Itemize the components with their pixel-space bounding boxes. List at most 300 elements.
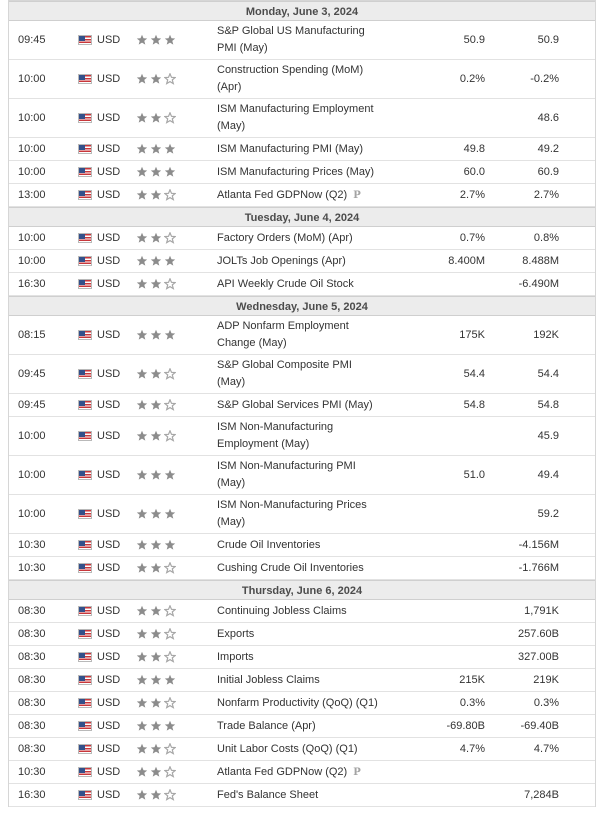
event-title-text [217,497,367,531]
event-time: 10:30 [18,562,46,574]
flag-cell [78,355,92,393]
star-empty-icon [164,766,176,778]
event-currency: USD [97,789,121,801]
event-actual: 8.400M [448,255,485,267]
importance-stars [136,743,176,755]
importance-rating [136,60,188,98]
event-title-text [217,787,318,804]
event-title-text [217,695,378,712]
flag-cell [78,557,92,579]
flag-cell [78,60,92,98]
importance-stars [136,368,176,380]
event-actual [429,600,485,622]
event-title[interactable] [217,316,447,354]
event-actual: 54.8 [463,399,485,411]
star-filled-icon [164,469,176,481]
flag-cell [78,227,92,249]
event-title[interactable] [217,495,447,533]
event-title[interactable] [217,715,447,737]
flag-cell [78,623,92,645]
us-flag-icon [78,629,92,639]
event-title-line: S&P Global Composite PMI [217,359,352,371]
flag-cell [78,495,92,533]
star-filled-icon [136,697,148,709]
event-row[interactable] [9,623,595,646]
event-row[interactable] [9,60,595,99]
flag-canton [79,257,85,262]
event-actual [429,495,485,533]
us-flag-icon [78,35,92,45]
flag-canton [79,234,85,239]
importance-stars [136,143,176,155]
event-title-text [217,718,316,735]
event-title[interactable] [217,99,447,137]
us-flag-icon [78,330,92,340]
importance-rating [136,316,188,354]
event-title-text [217,458,356,492]
event-title[interactable] [217,21,447,59]
event-currency: USD [97,605,121,617]
event-row[interactable] [9,456,595,495]
importance-rating [136,761,188,783]
event-forecast: 219K [533,674,559,686]
importance-rating [136,99,188,137]
event-title-text [217,23,365,57]
event-row[interactable] [9,669,595,692]
event-title-line: S&P Global US Manufacturing [217,25,365,37]
flag-canton [79,168,85,173]
event-title[interactable] [217,227,447,249]
star-filled-icon [150,605,162,617]
importance-rating [136,623,188,645]
event-actual [429,761,485,783]
flag-cell [78,21,92,59]
star-filled-icon [164,329,176,341]
event-title-line: Unit Labor Costs (QoQ) (Q1) [217,742,358,755]
flag-canton [79,471,85,476]
event-title-line: Trade Balance (Apr) [217,719,316,732]
event-title-line: ADP Nonfarm Employment [217,320,349,332]
star-filled-icon [136,766,148,778]
event-title-line: ISM Manufacturing PMI (May) [217,142,364,155]
star-filled-icon [136,430,148,442]
star-filled-icon [150,720,162,732]
event-currency: USD [97,651,121,663]
us-flag-icon [78,540,92,550]
event-row[interactable] [9,417,595,456]
event-actual: 215K [459,674,485,686]
star-filled-icon [136,651,148,663]
event-title-text [217,741,358,758]
star-empty-icon [164,278,176,290]
event-actual: -69.80B [446,720,485,732]
event-row[interactable] [9,273,595,296]
event-title[interactable] [217,646,447,668]
us-flag-icon [78,400,92,410]
importance-rating [136,184,188,206]
event-time: 08:30 [18,674,46,686]
flag-cell [78,456,92,494]
flag-canton [79,653,85,658]
event-title[interactable] [217,184,447,206]
star-filled-icon [150,508,162,520]
event-forecast: 49.2 [537,143,559,155]
star-filled-icon [136,189,148,201]
event-time: 13:00 [18,189,46,201]
star-empty-icon [164,651,176,663]
importance-stars [136,112,176,124]
star-empty-icon [164,73,176,85]
event-forecast: -6.490M [518,278,559,290]
event-currency: USD [97,628,121,640]
event-title-text [217,603,347,620]
event-forecast [499,761,559,783]
star-filled-icon [150,766,162,778]
event-time: 10:00 [18,232,46,244]
event-title[interactable] [217,600,447,622]
event-actual [429,534,485,556]
event-row[interactable] [9,761,595,784]
star-empty-icon [164,399,176,411]
flag-cell [78,534,92,556]
event-title-text [217,672,320,689]
event-currency: USD [97,430,121,442]
event-title-line: Continuing Jobless Claims [217,604,347,617]
importance-rating [136,692,188,714]
event-title-text [217,253,346,270]
event-title-text [217,537,320,554]
flag-canton [79,564,85,569]
us-flag-icon [78,190,92,200]
event-title-line: (May) [217,516,246,528]
us-flag-icon [78,233,92,243]
event-title-line: ISM Non-Manufacturing [217,421,334,433]
flag-cell [78,250,92,272]
star-filled-icon [150,329,162,341]
star-filled-icon [150,674,162,686]
event-row[interactable] [9,21,595,60]
event-time: 10:30 [18,539,46,551]
event-title[interactable] [217,738,447,760]
us-flag-icon [78,721,92,731]
event-title-line: (May) [217,376,246,388]
flag-canton [79,432,85,437]
event-time: 10:00 [18,255,46,267]
star-filled-icon [164,508,176,520]
flag-cell [78,161,92,183]
event-title-text [217,764,361,781]
day-header: Tuesday, June 4, 2024 [9,207,595,227]
event-forecast: 7,284B [524,789,559,801]
us-flag-icon [78,652,92,662]
flag-canton [79,191,85,196]
importance-stars [136,232,176,244]
event-actual [429,623,485,645]
event-title-line: Cushing Crude Oil Inventories [217,561,364,574]
event-time: 10:30 [18,766,46,778]
star-filled-icon [150,743,162,755]
star-filled-icon [164,539,176,551]
event-title-text [217,276,354,293]
event-title-line: Atlanta Fed GDPNow (Q2) P [217,765,361,778]
event-row[interactable] [9,99,595,138]
event-title[interactable] [217,761,447,783]
flag-canton [79,676,85,681]
star-filled-icon [136,469,148,481]
event-actual: 2.7% [459,189,485,201]
event-time: 10:00 [18,112,46,124]
flag-canton [79,699,85,704]
star-filled-icon [150,73,162,85]
us-flag-icon [78,74,92,84]
star-filled-icon [136,232,148,244]
event-time: 09:45 [18,34,46,46]
event-title-text [217,649,254,666]
star-filled-icon [136,73,148,85]
us-flag-icon [78,509,92,519]
event-title-text [217,187,361,204]
event-forecast: 2.7% [533,189,559,201]
event-row[interactable] [9,557,595,580]
flag-cell [78,273,92,295]
event-row[interactable] [9,715,595,738]
event-actual: 0.3% [459,697,485,709]
event-forecast: -4.156M [518,539,559,551]
importance-rating [136,715,188,737]
event-currency: USD [97,73,121,85]
event-title-line: API Weekly Crude Oil Stock [217,277,354,290]
us-flag-icon [78,113,92,123]
event-time: 16:30 [18,789,46,801]
star-filled-icon [136,539,148,551]
event-row[interactable] [9,738,595,761]
event-time: 08:30 [18,697,46,709]
star-filled-icon [136,112,148,124]
event-title-text [217,318,349,352]
event-title-text [217,397,373,414]
event-forecast: 257.60B [518,628,559,640]
event-title[interactable] [217,138,447,160]
flag-cell [78,316,92,354]
event-row[interactable] [9,534,595,557]
event-forecast: 1,791K [524,605,559,617]
event-row[interactable] [9,646,595,669]
star-filled-icon [150,34,162,46]
event-title[interactable] [217,394,447,416]
flag-cell [78,715,92,737]
event-title-line: Initial Jobless Claims [217,673,320,686]
star-empty-icon [164,697,176,709]
event-forecast: 192K [533,329,559,341]
event-actual: 54.4 [463,368,485,380]
event-row[interactable] [9,784,595,807]
event-actual: 50.9 [463,34,485,46]
flag-cell [78,669,92,691]
event-title-line: Fed's Balance Sheet [217,788,319,801]
importance-rating [136,557,188,579]
event-row[interactable] [9,138,595,161]
event-title-text [217,560,364,577]
importance-rating [136,646,188,668]
event-title-line: PMI (May) [217,42,268,54]
star-filled-icon [136,166,148,178]
star-filled-icon [136,255,148,267]
star-empty-icon [164,368,176,380]
star-filled-icon [150,469,162,481]
event-title-text [217,101,374,135]
event-forecast: 4.7% [533,743,559,755]
flag-cell [78,417,92,455]
event-time: 10:00 [18,430,46,442]
star-filled-icon [150,562,162,574]
event-title-text [217,141,363,158]
event-currency: USD [97,189,121,201]
event-title-line: ISM Manufacturing Prices (May) [217,165,375,178]
flag-cell [78,184,92,206]
event-title-line: (May) [217,477,246,489]
event-time: 09:45 [18,399,46,411]
event-row[interactable] [9,316,595,355]
event-forecast: 0.8% [533,232,559,244]
star-empty-icon [164,789,176,801]
event-title-text [217,164,374,181]
event-title[interactable] [217,669,447,691]
star-filled-icon [136,720,148,732]
importance-rating [136,21,188,59]
star-filled-icon [150,189,162,201]
event-actual [429,784,485,806]
event-forecast: 45.9 [537,430,559,442]
event-title[interactable] [217,456,447,494]
importance-rating [136,534,188,556]
star-filled-icon [136,508,148,520]
event-title[interactable] [217,60,447,98]
importance-stars [136,189,176,201]
event-currency: USD [97,368,121,380]
event-time: 16:30 [18,278,46,290]
importance-stars [136,674,176,686]
importance-stars [136,766,176,778]
event-currency: USD [97,329,121,341]
event-currency: USD [97,166,121,178]
event-row[interactable] [9,495,595,534]
event-currency: USD [97,469,121,481]
event-currency: USD [97,143,121,155]
event-currency: USD [97,232,121,244]
event-row[interactable] [9,394,595,417]
importance-rating [136,138,188,160]
star-filled-icon [150,143,162,155]
event-title[interactable] [217,417,447,455]
event-row[interactable] [9,161,595,184]
event-title[interactable] [217,623,447,645]
event-row[interactable] [9,227,595,250]
event-title[interactable] [217,534,447,556]
event-title-line: Imports [217,650,254,663]
event-forecast: 49.4 [537,469,559,481]
event-row[interactable] [9,250,595,273]
us-flag-icon [78,675,92,685]
event-actual: 175K [459,329,485,341]
flag-canton [79,75,85,80]
event-title[interactable] [217,692,447,714]
star-filled-icon [136,399,148,411]
us-flag-icon [78,698,92,708]
event-title[interactable] [217,250,447,272]
flag-canton [79,630,85,635]
event-time: 10:00 [18,508,46,520]
importance-stars [136,651,176,663]
importance-rating [136,600,188,622]
importance-rating [136,161,188,183]
us-flag-icon [78,144,92,154]
star-filled-icon [164,143,176,155]
event-title[interactable] [217,784,447,806]
event-currency: USD [97,278,121,290]
event-row[interactable] [9,184,595,207]
importance-stars [136,789,176,801]
star-filled-icon [150,628,162,640]
us-flag-icon [78,790,92,800]
event-time: 10:00 [18,73,46,85]
event-title-line: Crude Oil Inventories [217,538,321,551]
event-title-line: S&P Global Services PMI (May) [217,398,373,411]
star-empty-icon [164,628,176,640]
event-title[interactable] [217,557,447,579]
flag-cell [78,394,92,416]
flag-canton [79,768,85,773]
star-empty-icon [164,562,176,574]
importance-stars [136,562,176,574]
event-currency: USD [97,674,121,686]
event-actual [429,273,485,295]
star-filled-icon [150,789,162,801]
event-title[interactable] [217,161,447,183]
flag-canton [79,745,85,750]
importance-rating [136,273,188,295]
event-forecast: 60.9 [537,166,559,178]
event-time: 08:15 [18,329,46,341]
economic-calendar [8,0,596,807]
importance-stars [136,278,176,290]
flag-canton [79,722,85,727]
event-row[interactable] [9,355,595,394]
flag-canton [79,145,85,150]
event-time: 08:30 [18,651,46,663]
event-title-line: Factory Orders (MoM) (Apr) [217,231,353,244]
star-filled-icon [150,651,162,663]
importance-stars [136,697,176,709]
star-filled-icon [136,743,148,755]
us-flag-icon [78,470,92,480]
event-forecast: -69.40B [520,720,559,732]
star-filled-icon [136,143,148,155]
us-flag-icon [78,767,92,777]
event-actual: 0.7% [459,232,485,244]
event-title[interactable] [217,355,447,393]
event-currency: USD [97,697,121,709]
importance-stars [136,469,176,481]
event-forecast: -1.766M [518,562,559,574]
event-row[interactable] [9,600,595,623]
flag-canton [79,114,85,119]
star-filled-icon [150,697,162,709]
event-title[interactable] [217,273,447,295]
event-row[interactable] [9,692,595,715]
event-currency: USD [97,255,121,267]
importance-rating [136,738,188,760]
event-actual: 0.2% [459,73,485,85]
